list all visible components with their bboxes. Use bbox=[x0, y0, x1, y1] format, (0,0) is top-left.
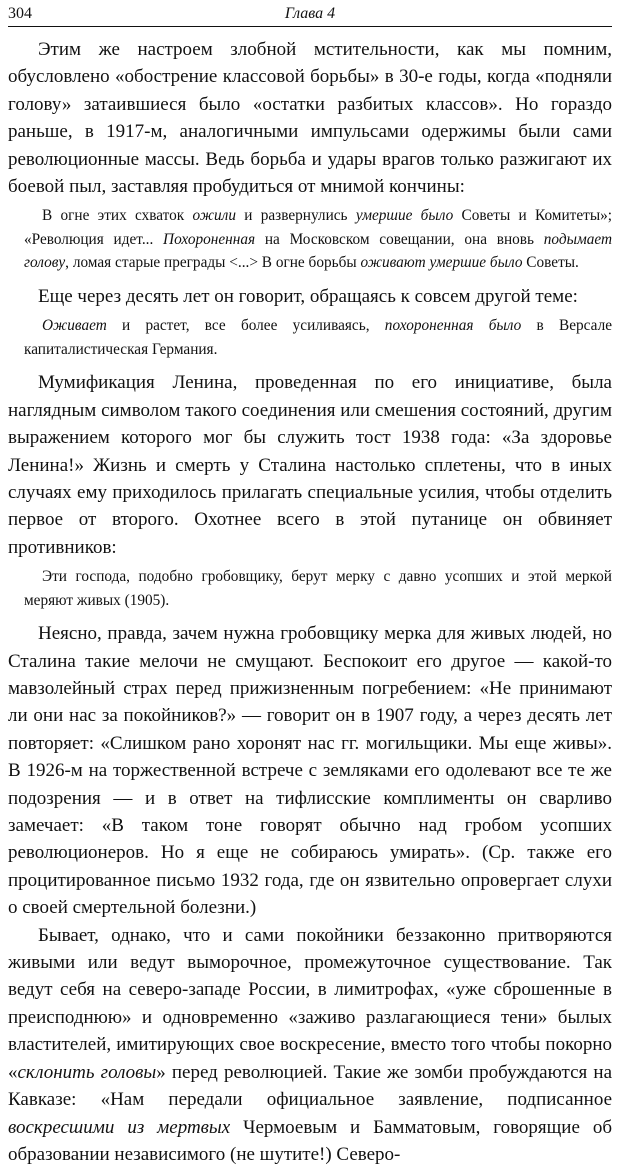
paragraph-1: Этим же настроем злобной мстительности, как мы помним, обусловлено «обострение классовой борьбы» в 30-е годы, когда «подняли голову» затаившиеся было «остатки разбитых классов». Но гораздо раньше, в 1917-м, аналогичными импульсами одержимы были сами революционные массы. Ведь борьба и удары врагов только разжигают их боевой пыл, заставляя пробудиться от мнимой кончины: bbox=[8, 39, 612, 198]
quote-1-text: на Московском совещании, она вновь bbox=[255, 230, 544, 248]
running-title: Глава 4 bbox=[284, 5, 336, 22]
quote-1-text: Советы. bbox=[522, 254, 579, 272]
quote-2-text: в Версале капиталистическая Германия. bbox=[24, 317, 612, 358]
quote-2-emphasis: похороненная было bbox=[384, 317, 522, 335]
quote-1-emphasis: умершие было bbox=[355, 207, 454, 225]
quote-1-text: , ломая старые преграды <...> В огне борьбы bbox=[65, 254, 361, 272]
quote-1-emphasis: ожили bbox=[192, 207, 236, 225]
quote-1-text: В огне этих схваток bbox=[42, 207, 193, 225]
quote-1-emphasis: подымает голову bbox=[24, 230, 612, 272]
quote-1 bbox=[8, 204, 612, 275]
quote-2-text: и растет, все более усиливаясь, bbox=[106, 317, 385, 335]
paragraph-3: Мумификация Ленина, проведенная по его инициативе, была наглядным символом такого соединения или смешения состояний, другим выражением которого мог бы служить тост 1938 года: «За здоровье Ленина!» Жизнь и смерть у Сталина настолько сплетены, что в иных случаях ему приходилось прилагать специальные усилия, чтобы отделить первое от второго. Охотнее всего в этой путанице он обвиняет противников: bbox=[8, 372, 612, 558]
quote-2 bbox=[8, 314, 612, 361]
quote-1-text: и развернулись bbox=[235, 207, 356, 225]
paragraph-4: Неясно, правда, зачем нужна гробовщику мерка для живых людей, но Сталина такие мелочи не смущают. Беспокоит его другое — какой-то мавзолейный страх перед прижизненным погребением: «Не принимают ли они нас за покойников?» — говорит он в 1907 году, а через десять лет повторяет: «Слишком рано хоронят нас гг. могильщики. Мы еще живы». В 1926-м на торжественной встрече с земляками его одолевают все те же подозрения — и в ответ на тифлисские комплименты он сварливо замечает: «В таком тоне говорят обычно над гробом усопших революционеров. Но я еще не собираюсь умирать». (Ср. также его процитированное письмо 1932 года, где он язвительно опровергает слухи о своей смертельной болезни.) bbox=[8, 623, 612, 919]
page-number: 304 bbox=[8, 5, 32, 22]
page-body bbox=[8, 36, 612, 1168]
paragraph-5-text: Бывает, однако, что и сами покойники беззаконно притворяются живыми или ведут выморочное, промежуточное существование. Так ведут себя на северо-западе России, в лимитрофах, «уже сброшенные в преисподнюю» и одновременно «заживо разлагающиеся тени» былых властителей, имитирующих свое воскресение, вместо того чтобы покорно « bbox=[8, 924, 612, 1083]
quote-2-emphasis: Оживает bbox=[42, 317, 107, 335]
quote-1-emphasis: оживают умершие было bbox=[360, 254, 523, 272]
quote-1-emphasis: Похороненная bbox=[163, 230, 256, 248]
paragraph-5 bbox=[8, 922, 612, 1168]
quote-1-text: Советы и Комитеты»; «Революция идет... bbox=[24, 207, 613, 248]
page-header bbox=[8, 4, 612, 27]
paragraph-2: Еще через десять лет он говорит, обращаясь к совсем другой теме: bbox=[38, 285, 578, 307]
quote-3: Эти господа, подобно гробовщику, берут мерку с давно усопших и этой меркой меряют живых (1905). bbox=[24, 568, 612, 609]
paragraph-5-text: » перед революцией. Такие же зомби пробуждаются на Кавказе: «Нам передали официальное заявление, подписанное bbox=[8, 1061, 612, 1111]
paragraph-5-emphasis: воскресшими из мертвых bbox=[8, 1116, 231, 1138]
paragraph-5-text: Чермоевым и Бамматовым, говорящие об образовании независимого (не шутите!) Северо- bbox=[8, 1116, 612, 1165]
paragraph-5-emphasis: склонить головы bbox=[17, 1061, 157, 1083]
